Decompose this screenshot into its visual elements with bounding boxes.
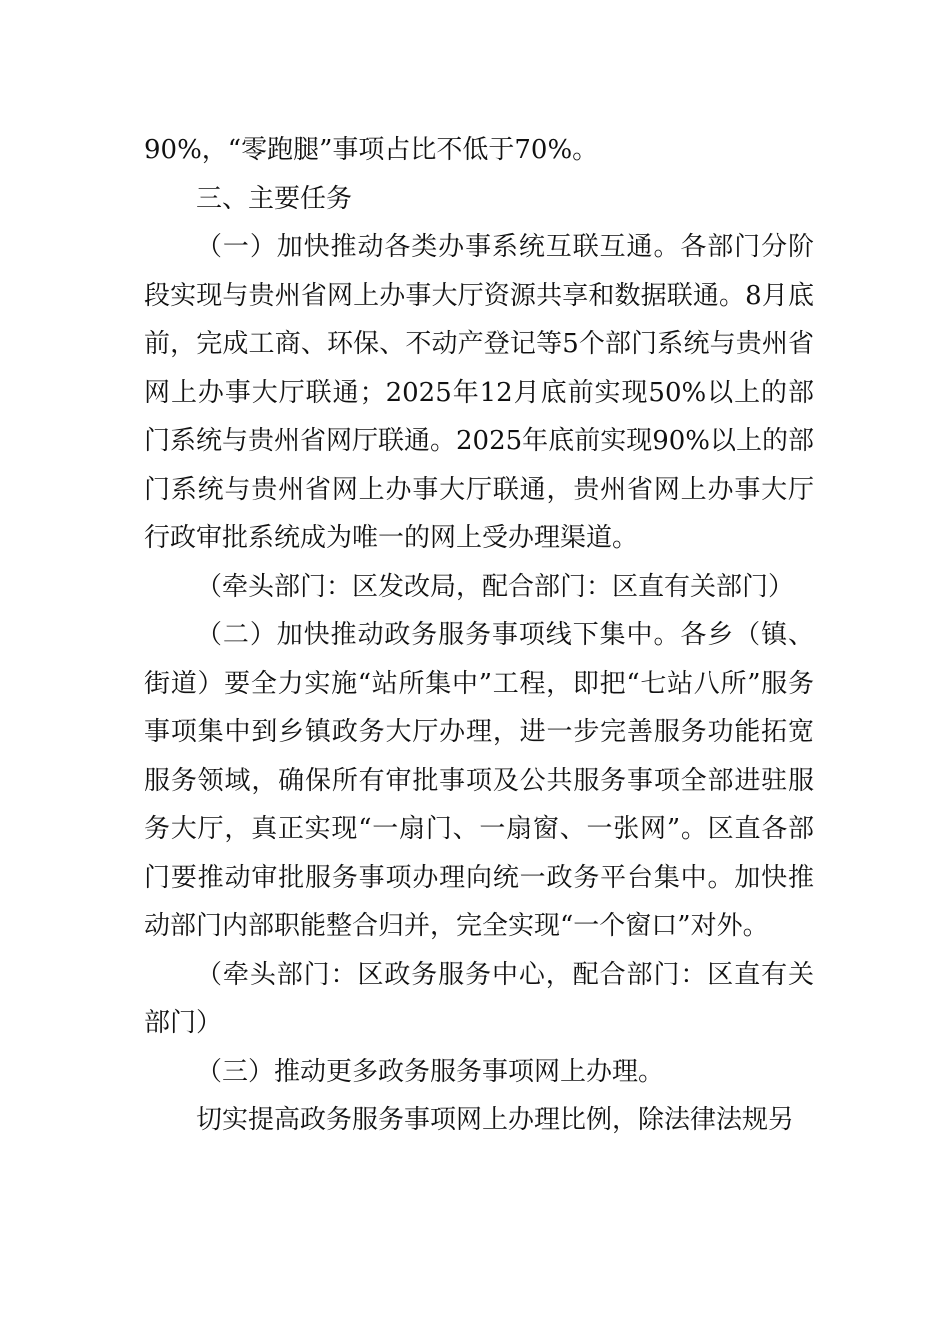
- paragraph-task-3-body: 切实提高政务服务事项网上办理比例，除法律法规另: [196, 1105, 795, 1135]
- paragraph-continuation: 90%，“零跑腿”事项占比不低于70%。: [144, 135, 599, 165]
- responsible-dept-2: （牵头部门：区政务服务中心，配合部门：区直有关部门）: [144, 959, 814, 1038]
- paragraph-task-3-heading: （三）推动更多政务服务事项网上办理。: [196, 1056, 665, 1087]
- responsible-dept-1: （牵头部门：区发改局，配合部门：区直有关部门）: [196, 571, 795, 602]
- paragraph-task-1: （一）加快推动各类办事系统互联互通。各部门分阶段实现与贵州省网上办事大厅资源共享和数据联通。8月底前，完成工商、环保、不动产登记等5个部门系统与贵州省网上办事大厅联通；2025年12月底前实现50%以上的部门系统与贵州省网厅联通。2025年底前实现90%以上的部门系统与贵州省网上办事大厅联通，贵州省网上办事大厅行政审批系统成为唯一的网上受办理渠道。: [144, 232, 814, 553]
- document-body: [144, 126, 814, 1145]
- paragraph-task-2: （二）加快推动政务服务事项线下集中。各乡（镇、街道）要全力实施“站所集中”工程，即把“七站八所”服务事项集中到乡镇政务大厅办理，进一步完善服务功能拓宽服务领域，确保所有审批事项及公共服务事项全部进驻服务大厅，真正实现“一扇门、一扇窗、一张网”。区直各部门要推动审批服务事项办理向统一政务平台集中。加快推动部门内部职能整合归并，完全实现“一个窗口”对外。: [144, 620, 814, 941]
- section-heading: 三、主要任务: [196, 183, 353, 214]
